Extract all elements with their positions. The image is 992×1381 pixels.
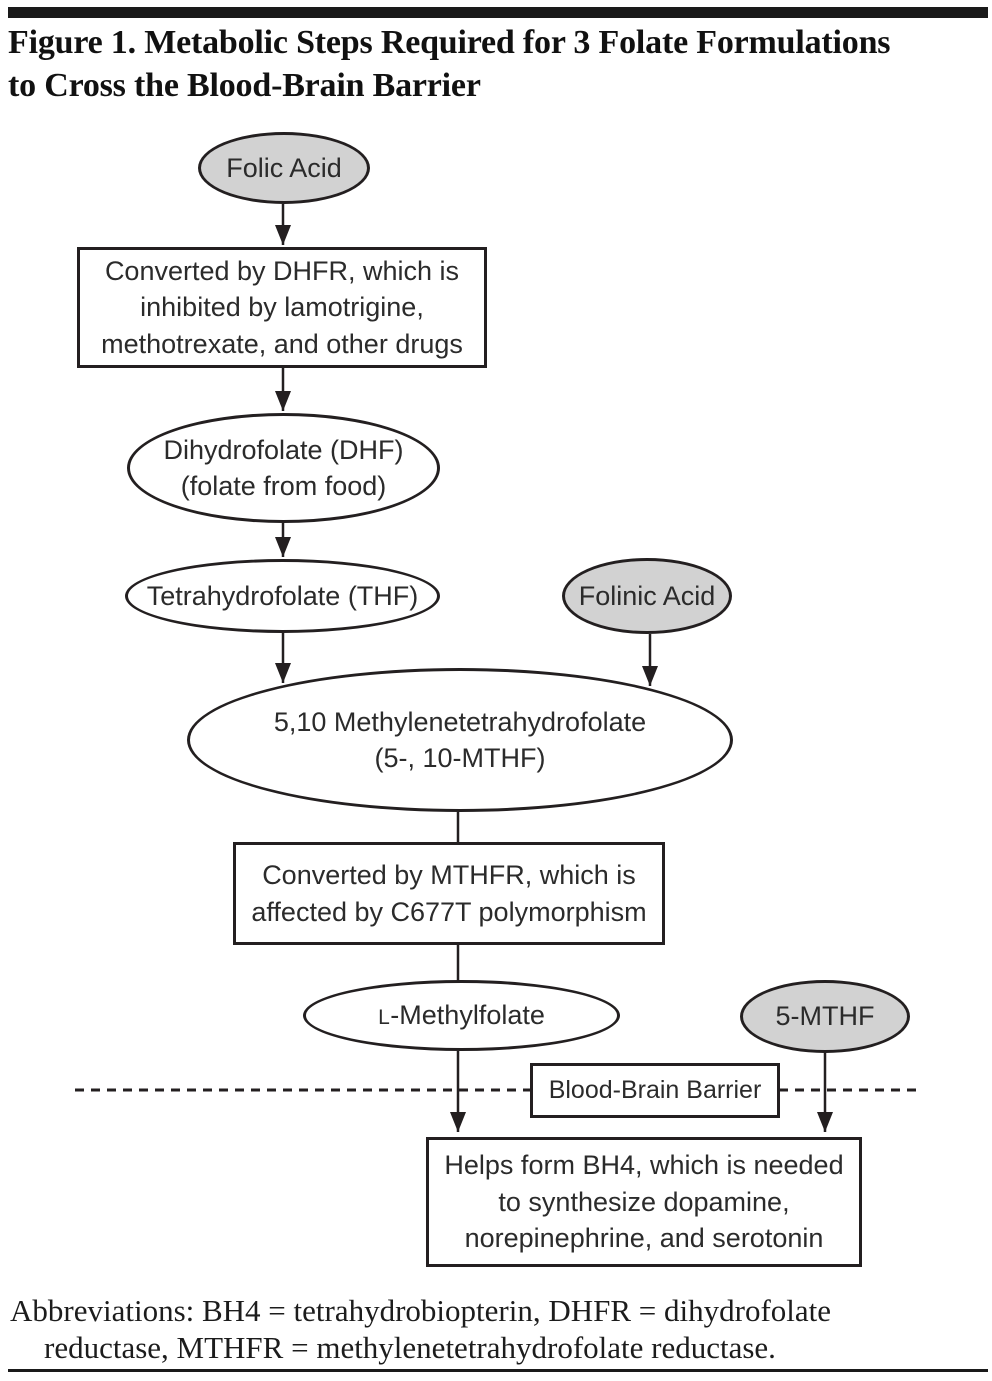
l-methylfolate-rest: -Methylfolate (390, 1000, 545, 1031)
figure-title: Figure 1. Metabolic Steps Required for 3 Folate Formulations to Cross the Blood-Brain Barrier (8, 24, 891, 104)
node-dhfr-conversion-box (77, 247, 487, 368)
node-mthfr-conversion-box (233, 842, 665, 945)
top-rule (8, 7, 988, 18)
node-methylene-tetrahydrofolate-label: 5,10 Methylenetetrahydrofolate (5-, 10-MTHF) (273, 706, 647, 773)
l-methylfolate-smallcap-l: L (378, 1006, 391, 1030)
node-bh4-effect-label: Helps form BH4, which is needed to synthesize dopamine, norepinephrine, and serotonin (444, 1150, 844, 1254)
node-blood-brain-barrier (530, 1063, 780, 1118)
bottom-rule (8, 1369, 988, 1372)
node-dihydrofolate (127, 413, 440, 523)
node-dhfr-conversion-label: Converted by DHFR, which is inhibited by lamotrigine, methotrexate, and other drugs (101, 255, 463, 359)
node-tetrahydrofolate-label: Tetrahydrofolate (THF) (146, 580, 419, 611)
abbreviations-note (10, 1292, 980, 1366)
node-mthfr-conversion-label: Converted by MTHFR, which is affected by C677T polymorphism (251, 860, 647, 927)
node-methylene-tetrahydrofolate (187, 668, 733, 812)
node-l-methylfolate (303, 980, 620, 1051)
node-folic-acid-label: Folic Acid (226, 152, 342, 183)
node-5-mthf-label: 5-MTHF (775, 1001, 875, 1032)
node-blood-brain-barrier-label: Blood-Brain Barrier (548, 1075, 762, 1104)
node-dihydrofolate-label: Dihydrofolate (DHF) (folate from food) (163, 434, 404, 501)
abbreviations-line1: Abbreviations: BH4 = tetrahydrobiopterin, DHFR = dihydrofolate (10, 1293, 832, 1328)
node-5-mthf (740, 980, 910, 1053)
node-folic-acid (198, 132, 370, 204)
abbreviations-line2: reductase, MTHFR = methylenetetrahydrofolate reductase. (44, 1330, 776, 1366)
node-folinic-acid-label: Folinic Acid (578, 580, 716, 611)
node-folinic-acid (562, 558, 732, 634)
node-tetrahydrofolate (125, 559, 440, 633)
node-l-methylfolate-label (378, 997, 545, 1033)
node-bh4-effect-box (426, 1137, 862, 1267)
